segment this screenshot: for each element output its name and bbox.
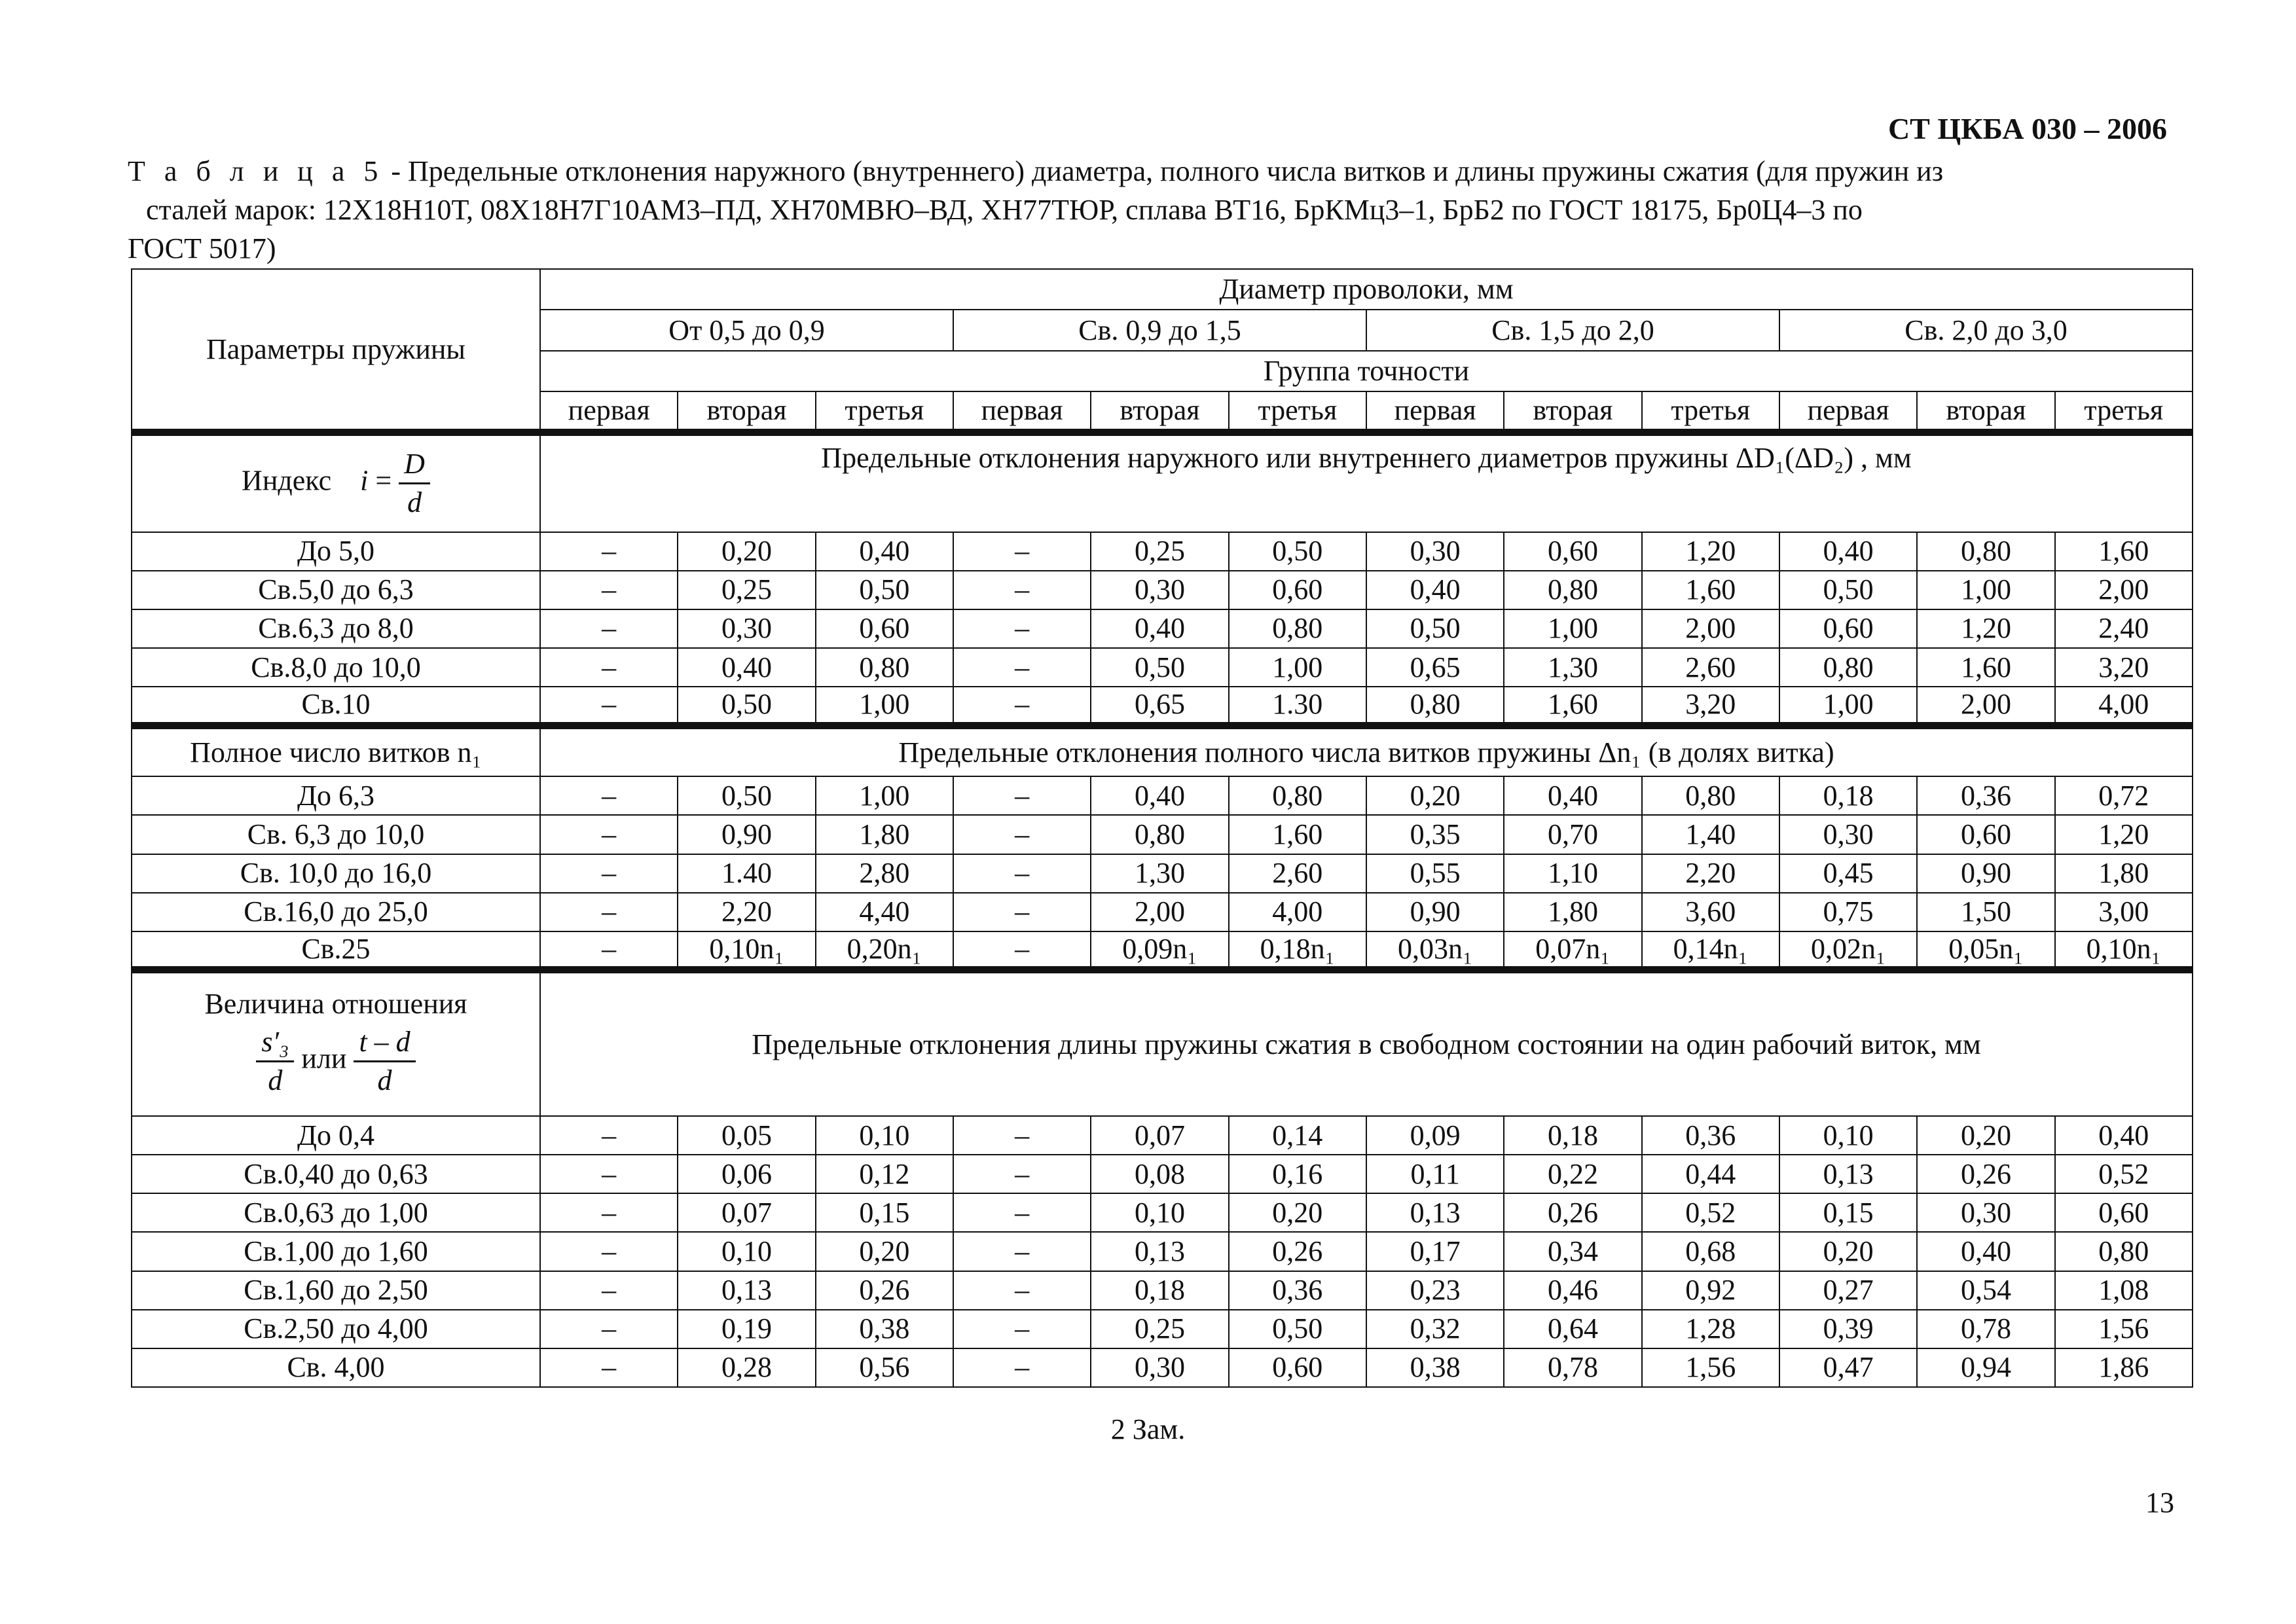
value-cell: – [953, 815, 1091, 854]
table-row [132, 815, 2193, 854]
value-cell: 0,36 [1917, 776, 2054, 815]
row-label: Св.2,50 до 4,00 [132, 1310, 540, 1348]
row-label: Св.25 [132, 931, 540, 970]
value-cell: 1,00 [1917, 571, 2054, 609]
value-cell: 1,00 [1229, 648, 1366, 687]
value-cell: 0,20 [1779, 1232, 1917, 1271]
index-fraction [399, 446, 430, 521]
accuracy-group-cell: первая [540, 391, 678, 432]
ratio-fraction-2-numerator: t – d [354, 1024, 415, 1062]
value-cell: 0,14 [1229, 1116, 1366, 1155]
ratio-fraction-2 [354, 1024, 415, 1099]
value-cell: 1,80 [1504, 893, 1641, 931]
value-cell: 0,05 [678, 1116, 815, 1155]
value-cell: 0,13 [678, 1271, 815, 1310]
accuracy-group-cell: вторая [1504, 391, 1641, 432]
value-cell: 0,32 [1366, 1310, 1504, 1348]
value-cell: – [953, 931, 1091, 970]
table-row [132, 776, 2193, 815]
value-cell: – [953, 1116, 1091, 1155]
table-row [132, 893, 2193, 931]
value-cell: 2,60 [1229, 854, 1366, 893]
value-cell: – [953, 893, 1091, 931]
value-cell: 0,10 [1091, 1193, 1228, 1232]
ratio-label: Величина отношения [204, 988, 467, 1020]
value-cell: 0,19 [678, 1310, 815, 1348]
value-cell: 1,60 [1504, 687, 1641, 725]
value-cell: 0,18n₁ [1229, 931, 1366, 970]
value-cell: 1,86 [2055, 1348, 2193, 1387]
value-cell: 0,40 [1504, 776, 1641, 815]
value-cell: 0,30 [1091, 1348, 1228, 1387]
value-cell: 1,60 [1917, 648, 2054, 687]
value-cell: – [540, 1232, 678, 1271]
section-length-header-row [132, 970, 2193, 1116]
value-cell: 0,80 [1229, 609, 1366, 648]
value-cell: 1.40 [678, 854, 815, 893]
value-cell: – [540, 1193, 678, 1232]
value-cell: 0,80 [816, 648, 953, 687]
value-cell: 0,90 [678, 815, 815, 854]
row-label: Св.16,0 до 25,0 [132, 893, 540, 931]
value-cell: 2,20 [678, 893, 815, 931]
value-cell: 1,08 [2055, 1271, 2193, 1310]
value-cell: 0,15 [1779, 1193, 1917, 1232]
value-cell: – [540, 1310, 678, 1348]
accuracy-group-cell: третья [1229, 391, 1366, 432]
value-cell: 1,40 [1642, 815, 1779, 854]
value-cell: 1,28 [1642, 1310, 1779, 1348]
row-label: Св. 10,0 до 16,0 [132, 854, 540, 893]
value-cell: 0,40 [816, 532, 953, 571]
ratio-fraction-2-denominator: d [377, 1064, 392, 1097]
value-cell: 1,80 [816, 815, 953, 854]
value-cell: 0,15 [816, 1193, 953, 1232]
value-cell: – [540, 1155, 678, 1193]
value-cell: 0,26 [1917, 1155, 2054, 1193]
value-cell: 0,25 [678, 571, 815, 609]
row-label: Св.10 [132, 687, 540, 725]
value-cell: 3,00 [2055, 893, 2193, 931]
section-index-label: Индекс i = $\frac{D}{d}$ [132, 433, 540, 532]
value-cell: 0,06 [678, 1155, 815, 1193]
value-cell: 0,52 [1642, 1193, 1779, 1232]
value-cell: 0,50 [1091, 648, 1228, 687]
accuracy-group-cell: вторая [678, 391, 815, 432]
caption-line-2: сталей марок: 12Х18Н10Т, 08Х18Н7Г10АМ3–ПД, ХН70МВЮ–ВД, ХН77ТЮР, сплава ВТ16, БрКМц3–1, БрБ2 по ГОСТ 18175, Бр0Ц4–3 по [146, 194, 1863, 226]
value-cell: – [540, 648, 678, 687]
value-cell: – [953, 687, 1091, 725]
table-row [132, 1116, 2193, 1155]
value-cell: 1,20 [1917, 609, 2054, 648]
value-cell: 1,30 [1504, 648, 1641, 687]
table-row [132, 1348, 2193, 1387]
value-cell: 2,40 [2055, 609, 2193, 648]
value-cell: – [953, 1193, 1091, 1232]
value-cell: – [540, 854, 678, 893]
table-row [132, 931, 2193, 970]
value-cell: 0,78 [1917, 1310, 2054, 1348]
value-cell: 0,05n₁ [1917, 931, 2054, 970]
diameter-range-cell: Св. 2,0 до 3,0 [1779, 310, 2193, 350]
section-turns-label: Полное число витков n₁ [132, 725, 540, 776]
value-cell: 0,30 [1091, 571, 1228, 609]
value-cell: 0,40 [1091, 776, 1228, 815]
value-cell: 0,65 [1366, 648, 1504, 687]
row-label: Св. 4,00 [132, 1348, 540, 1387]
accuracy-group-cell: вторая [1917, 391, 2054, 432]
table-row [132, 854, 2193, 893]
value-cell: 0,40 [1917, 1232, 2054, 1271]
value-cell: 0,17 [1366, 1232, 1504, 1271]
ratio-fraction-1-denominator: d [268, 1064, 283, 1097]
value-cell: – [540, 1348, 678, 1387]
value-cell: – [953, 1310, 1091, 1348]
value-cell: 4,40 [816, 893, 953, 931]
value-cell: 0,36 [1642, 1116, 1779, 1155]
accuracy-group-cell: первая [1779, 391, 1917, 432]
value-cell: 2,00 [1091, 893, 1228, 931]
value-cell: 0,80 [1504, 571, 1641, 609]
row-label: Св.0,40 до 0,63 [132, 1155, 540, 1193]
section-length-description: Предельные отклонения длины пружины сжатия в свободном состоянии на один рабочий виток, мм [540, 970, 2193, 1116]
row-label: Св.0,63 до 1,00 [132, 1193, 540, 1232]
value-cell: 0,70 [1504, 815, 1641, 854]
value-cell: 0,26 [1229, 1232, 1366, 1271]
table-row [132, 1232, 2193, 1271]
value-cell: – [953, 532, 1091, 571]
value-cell: 0,18 [1504, 1116, 1641, 1155]
value-cell: 1,56 [2055, 1310, 2193, 1348]
value-cell: 0,50 [1229, 1310, 1366, 1348]
page-number: 13 [2145, 1487, 2174, 1519]
value-cell: 0,36 [1229, 1271, 1366, 1310]
value-cell: 0,30 [1779, 815, 1917, 854]
value-cell: 2,20 [1642, 854, 1779, 893]
value-cell: 0,25 [1091, 1310, 1228, 1348]
value-cell: 0,09 [1366, 1116, 1504, 1155]
value-cell: 0,10n₁ [678, 931, 815, 970]
value-cell: – [540, 1116, 678, 1155]
section-length-label-cell [132, 970, 540, 1116]
value-cell: 0,90 [1917, 854, 2054, 893]
value-cell: 1,56 [1642, 1348, 1779, 1387]
value-cell: – [540, 931, 678, 970]
value-cell: 0,16 [1229, 1155, 1366, 1193]
value-cell: 1,20 [1642, 532, 1779, 571]
row-label: До 6,3 [132, 776, 540, 815]
value-cell: 0,34 [1504, 1232, 1641, 1271]
value-cell: – [540, 687, 678, 725]
table-row [132, 609, 2193, 648]
value-cell: 0,07 [1091, 1116, 1228, 1155]
value-cell: 2,80 [816, 854, 953, 893]
row-label: Св.1,60 до 2,50 [132, 1271, 540, 1310]
value-cell: 0,30 [1366, 532, 1504, 571]
value-cell: 0,80 [2055, 1232, 2193, 1271]
value-cell: 0,80 [1642, 776, 1779, 815]
value-cell: 0,13 [1366, 1193, 1504, 1232]
value-cell: 1,20 [2055, 815, 2193, 854]
value-cell: 0,20 [816, 1232, 953, 1271]
value-cell: 0,50 [678, 687, 815, 725]
accuracy-group-header: Группа точности [540, 351, 2193, 391]
row-label: До 0,4 [132, 1116, 540, 1155]
value-cell: 0,40 [1366, 571, 1504, 609]
value-cell: 0,44 [1642, 1155, 1779, 1193]
value-cell: 0,26 [816, 1271, 953, 1310]
table-row [132, 1310, 2193, 1348]
value-cell: 0,02n₁ [1779, 931, 1917, 970]
value-cell: 0,65 [1091, 687, 1228, 725]
value-cell: 1,10 [1504, 854, 1641, 893]
value-cell: 0,40 [2055, 1116, 2193, 1155]
value-cell: – [540, 609, 678, 648]
value-cell: 0,52 [2055, 1155, 2193, 1193]
value-cell: 0,45 [1779, 854, 1917, 893]
value-cell: 0,50 [1366, 609, 1504, 648]
index-variable: i [360, 465, 369, 497]
section-turns-description: Предельные отклонения полного числа витков пружины Δn₁ (в долях витка) [540, 725, 2193, 776]
accuracy-group-cell: третья [1642, 391, 1779, 432]
value-cell: 4,00 [2055, 687, 2193, 725]
table-row [132, 687, 2193, 725]
value-cell: – [540, 532, 678, 571]
value-cell: 0,50 [678, 776, 815, 815]
value-cell: – [953, 1271, 1091, 1310]
value-cell: 0,60 [2055, 1193, 2193, 1232]
section-index-description: Предельные отклонения наружного или внутреннего диаметров пружины ΔD₁(ΔD₂) , мм [540, 433, 2193, 532]
value-cell: 2,00 [1917, 687, 2054, 725]
value-cell: 0,60 [1504, 532, 1641, 571]
value-cell: 0,20 [678, 532, 815, 571]
value-cell: 0,39 [1779, 1310, 1917, 1348]
caption-line-1: - Предельные отклонения наружного (внутреннего) диаметра, полного числа витков и длины пружины сжатия (для пружин из [384, 155, 1944, 187]
value-cell: – [540, 776, 678, 815]
value-cell: 0,25 [1091, 532, 1228, 571]
table-row [132, 532, 2193, 571]
value-cell: 0,80 [1366, 687, 1504, 725]
value-cell: 3,20 [1642, 687, 1779, 725]
row-label: Св. 6,3 до 10,0 [132, 815, 540, 854]
value-cell: 0,55 [1366, 854, 1504, 893]
value-cell: 0,30 [678, 609, 815, 648]
value-cell: 1.30 [1229, 687, 1366, 725]
table-row [132, 571, 2193, 609]
value-cell: 0,60 [816, 609, 953, 648]
value-cell: 0,72 [2055, 776, 2193, 815]
value-cell: 1,00 [816, 776, 953, 815]
value-cell: 0,10 [1779, 1116, 1917, 1155]
ratio-fraction-1-numerator: s′₃ [256, 1024, 294, 1062]
ratio-or-word: или [301, 1042, 347, 1075]
value-cell: 0,40 [678, 648, 815, 687]
value-cell: 0,13 [1091, 1232, 1228, 1271]
value-cell: 0,75 [1779, 893, 1917, 931]
value-cell: 0,20n₁ [816, 931, 953, 970]
row-label: Св.5,0 до 6,3 [132, 571, 540, 609]
caption-prefix: Т а б л и ц а 5 [128, 155, 384, 187]
value-cell: 0,50 [1229, 532, 1366, 571]
value-cell: – [953, 854, 1091, 893]
value-cell: 0,18 [1091, 1271, 1228, 1310]
value-cell: 0,20 [1366, 776, 1504, 815]
value-cell: 0,30 [1917, 1193, 2054, 1232]
value-cell: – [540, 815, 678, 854]
value-cell: 0,80 [1091, 815, 1228, 854]
footer-note: 2 Зам. [1110, 1413, 1186, 1445]
value-cell: – [953, 571, 1091, 609]
value-cell: 1,00 [1504, 609, 1641, 648]
value-cell: 1,60 [1642, 571, 1779, 609]
value-cell: 0,35 [1366, 815, 1504, 854]
value-cell: 0,23 [1366, 1271, 1504, 1310]
value-cell: 0,78 [1504, 1348, 1641, 1387]
value-cell: 0,10 [678, 1232, 815, 1271]
value-cell: – [540, 1271, 678, 1310]
value-cell: 1,50 [1917, 893, 2054, 931]
value-cell: 0,94 [1917, 1348, 2054, 1387]
value-cell: 0,80 [1779, 648, 1917, 687]
value-cell: 0,40 [1779, 532, 1917, 571]
value-cell: 0,56 [816, 1348, 953, 1387]
value-cell: 3,20 [2055, 648, 2193, 687]
value-cell: – [540, 893, 678, 931]
table-row [132, 1271, 2193, 1310]
value-cell: – [540, 571, 678, 609]
value-cell: 0,38 [1366, 1348, 1504, 1387]
value-cell: – [953, 609, 1091, 648]
index-label-text: Индекс [242, 465, 332, 497]
value-cell: 0,80 [1229, 776, 1366, 815]
diameter-range-cell: Св. 0,9 до 1,5 [953, 310, 1366, 350]
value-cell: 0,20 [1917, 1116, 2054, 1155]
value-cell: 0,28 [678, 1348, 815, 1387]
table-row [132, 1193, 2193, 1232]
value-cell: 0,68 [1642, 1232, 1779, 1271]
value-cell: 0,26 [1504, 1193, 1641, 1232]
row-label: До 5,0 [132, 532, 540, 571]
tolerance-table [131, 268, 2193, 1388]
value-cell: 0,38 [816, 1310, 953, 1348]
value-cell: 0,20 [1229, 1193, 1366, 1232]
value-cell: 0,10n₁ [2055, 931, 2193, 970]
table-caption [128, 152, 2183, 268]
section-turns-header-row [132, 725, 2193, 776]
value-cell: 0,03n₁ [1366, 931, 1504, 970]
value-cell: – [953, 1155, 1091, 1193]
value-cell: 0,22 [1504, 1155, 1641, 1193]
value-cell: – [953, 776, 1091, 815]
value-cell: – [953, 1232, 1091, 1271]
value-cell: 0,12 [816, 1155, 953, 1193]
document-code: СТ ЦКБА 030 – 2006 [1887, 112, 2167, 145]
value-cell: 1,60 [2055, 532, 2193, 571]
diameter-range-cell: От 0,5 до 0,9 [540, 310, 953, 350]
index-fraction-numerator: D [399, 446, 430, 484]
value-cell: 0,10 [816, 1116, 953, 1155]
table-row [132, 1155, 2193, 1193]
accuracy-group-cell: первая [953, 391, 1091, 432]
value-cell: 0,50 [816, 571, 953, 609]
value-cell: 0,14n₁ [1642, 931, 1779, 970]
table-row [132, 648, 2193, 687]
row-label: Св.8,0 до 10,0 [132, 648, 540, 687]
value-cell: 0,13 [1779, 1155, 1917, 1193]
value-cell: 0,11 [1366, 1155, 1504, 1193]
params-header-cell: Параметры пружины [132, 269, 540, 433]
value-cell: 0,92 [1642, 1271, 1779, 1310]
value-cell: 1,80 [2055, 854, 2193, 893]
value-cell: 0,07 [678, 1193, 815, 1232]
ratio-fraction-1 [256, 1024, 294, 1099]
value-cell: 0,60 [1917, 815, 2054, 854]
value-cell: 0,46 [1504, 1271, 1641, 1310]
value-cell: 3,60 [1642, 893, 1779, 931]
index-fraction-denominator: d [407, 486, 422, 519]
value-cell: 1,60 [1229, 815, 1366, 854]
value-cell: 0,27 [1779, 1271, 1917, 1310]
value-cell: 4,00 [1229, 893, 1366, 931]
value-cell: 2,00 [1642, 609, 1779, 648]
value-cell: 0,50 [1779, 571, 1917, 609]
value-cell: 1,30 [1091, 854, 1228, 893]
row-label: Св.1,00 до 1,60 [132, 1232, 540, 1271]
value-cell: 0,60 [1779, 609, 1917, 648]
value-cell: 1,00 [816, 687, 953, 725]
value-cell: 0,40 [1091, 609, 1228, 648]
row-label: Св.6,3 до 8,0 [132, 609, 540, 648]
value-cell: 0,18 [1779, 776, 1917, 815]
diameter-range-cell: Св. 1,5 до 2,0 [1366, 310, 1779, 350]
value-cell: 0,47 [1779, 1348, 1917, 1387]
value-cell: 0,07n₁ [1504, 931, 1641, 970]
accuracy-group-cell: третья [2055, 391, 2193, 432]
wire-diameter-header: Диаметр проволоки, мм [540, 269, 2193, 310]
value-cell: 2,60 [1642, 648, 1779, 687]
value-cell: 0,64 [1504, 1310, 1641, 1348]
value-cell: 2,00 [2055, 571, 2193, 609]
value-cell: 0,80 [1917, 532, 2054, 571]
value-cell: 0,09n₁ [1091, 931, 1228, 970]
accuracy-group-cell: третья [816, 391, 953, 432]
value-cell: 0,90 [1366, 893, 1504, 931]
value-cell: 1,00 [1779, 687, 1917, 725]
value-cell: – [953, 648, 1091, 687]
value-cell: 0,54 [1917, 1271, 2054, 1310]
accuracy-group-cell: вторая [1091, 391, 1228, 432]
accuracy-group-cell: первая [1366, 391, 1504, 432]
value-cell: 0,08 [1091, 1155, 1228, 1193]
caption-line-3: ГОСТ 5017) [128, 232, 276, 264]
value-cell: 0,60 [1229, 1348, 1366, 1387]
value-cell: – [953, 1348, 1091, 1387]
value-cell: 0,60 [1229, 571, 1366, 609]
